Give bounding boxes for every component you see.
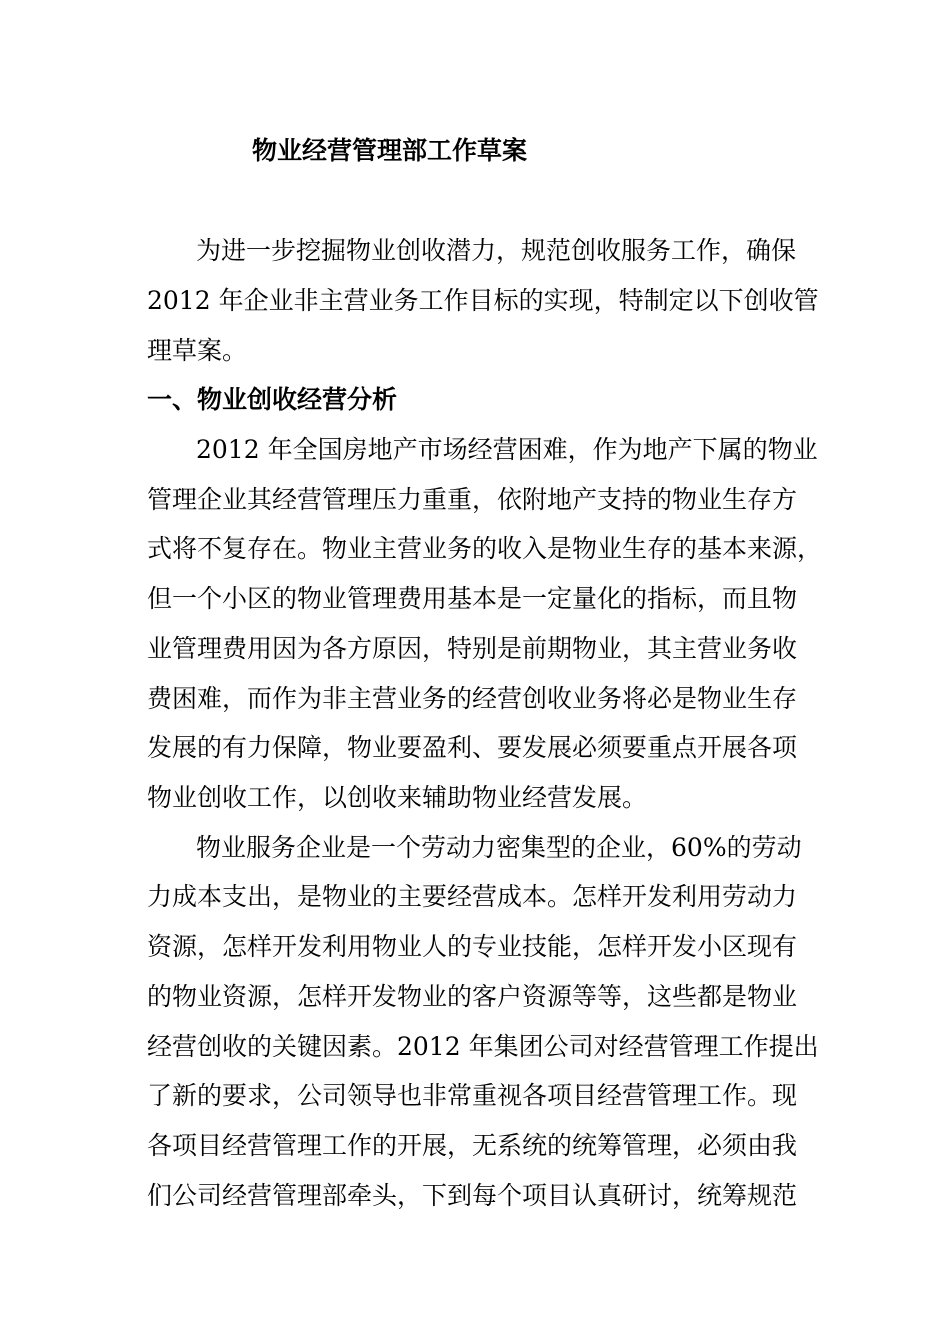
document-title: 物业经营管理部工作草案 xyxy=(252,136,528,165)
intro-line: 理草案。 xyxy=(147,336,248,365)
paragraph-line: 但一个小区的物业管理费用基本是一定量化的指标，而且物 xyxy=(147,584,798,613)
intro-line: 为进一步挖掘物业创收潜力，规范创收服务工作，确保 xyxy=(196,236,797,265)
paragraph-line: 发展的有力保障，物业要盈利、要发展必须要重点开展各项 xyxy=(147,733,798,762)
intro-line: 2012 年企业非主营业务工作目标的实现，特制定以下创收管 xyxy=(147,286,819,315)
paragraph-line: 力成本支出，是物业的主要经营成本。怎样开发利用劳动力 xyxy=(147,882,798,911)
paragraph-line: 式将不复存在。物业主营业务的收入是物业生存的基本来源， xyxy=(147,534,823,563)
paragraph-line: 费困难，而作为非主营业务的经营创收业务将必是物业生存 xyxy=(147,684,798,713)
paragraph-line: 各项目经营管理工作的开展，无系统的统筹管理，必须由我 xyxy=(147,1131,798,1160)
paragraph-line: 2012 年全国房地产市场经营困难，作为地产下属的物业 xyxy=(196,435,818,464)
paragraph-line: 的物业资源，怎样开发物业的客户资源等等，这些都是物业 xyxy=(147,982,798,1011)
paragraph-line: 们公司经营管理部牵头，下到每个项目认真研讨，统筹规范 xyxy=(147,1181,798,1210)
paragraph-line: 管理企业其经营管理压力重重，依附地产支持的物业生存方 xyxy=(147,485,798,514)
paragraph-line: 物业创收工作，以创收来辅助物业经营发展。 xyxy=(147,783,648,812)
paragraph-line: 经营创收的关键因素。2012 年集团公司对经营管理工作提出 xyxy=(147,1032,819,1061)
paragraph-line: 物业服务企业是一个劳动力密集型的企业，60%的劳动 xyxy=(196,833,802,862)
paragraph-line: 资源，怎样开发利用物业人的专业技能，怎样开发小区现有 xyxy=(147,932,798,961)
paragraph-line: 业管理费用因为各方原因，特别是前期物业，其主营业务收 xyxy=(147,634,798,663)
section-heading: 一、物业创收经营分析 xyxy=(147,385,398,414)
paragraph-line: 了新的要求，公司领导也非常重视各项目经营管理工作。现 xyxy=(147,1081,798,1110)
